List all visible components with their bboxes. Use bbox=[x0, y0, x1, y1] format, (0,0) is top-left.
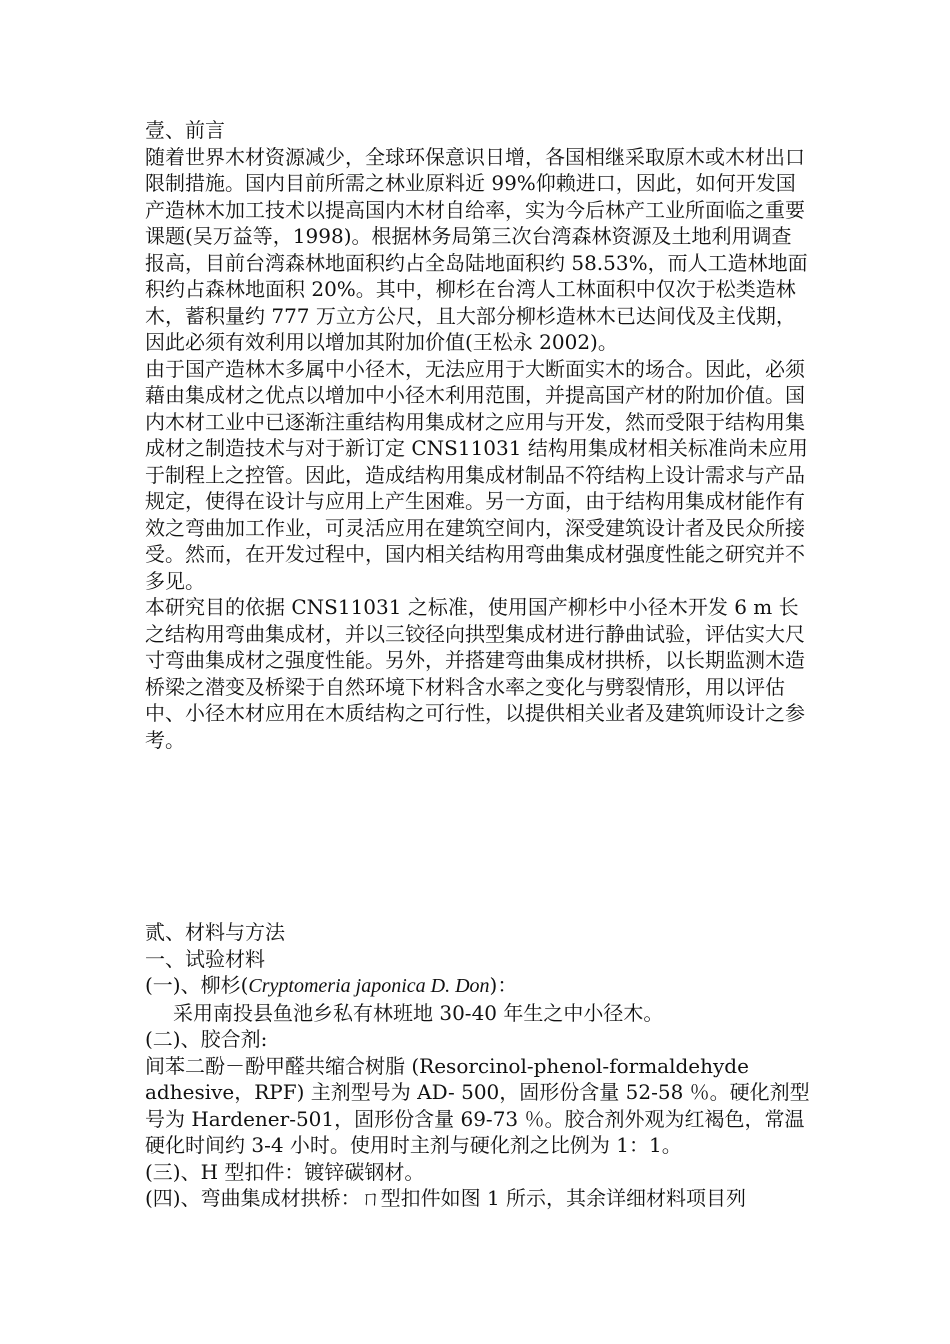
species-latin-name: Cryptomeria japonica D. Don bbox=[248, 975, 490, 997]
section-materials-methods bbox=[145, 919, 810, 1212]
item-cedar-prefix: (一)、柳杉( bbox=[145, 973, 249, 997]
section-introduction bbox=[145, 117, 810, 753]
section-heading-materials-methods: 贰、材料与方法 bbox=[145, 920, 285, 944]
item-h-fastener: (三)、H 型扣件：镀锌碳钢材。 bbox=[145, 1159, 425, 1184]
subheading-test-materials: 一、试验材料 bbox=[145, 946, 265, 971]
paragraph-objective: 本研究目的依据 CNS11031 之标准，使用国产柳杉中小径木开发 6 m 长之结构用弯曲集成材，并以三铰径向拱型集成材进行静曲试验，评估实大尺寸弯曲集成材之强度性能。另外，并搭建弯曲集成材拱桥，以长期监测木造桥梁之潜变及桥梁于自然环境下材料含水率之变化与劈裂情形，用以评估中、小径木材应用在木质结构之可行性，以提供相关业者及建筑师设计之参考。 bbox=[145, 595, 805, 752]
item-adhesive-title: (二)、胶合剂: bbox=[145, 1027, 268, 1051]
item-arch-bridge: (四)、弯曲集成材拱桥：ㄇ型扣件如图 1 所示，其余详细材料项目列 bbox=[145, 1186, 747, 1210]
section-heading-introduction: 壹、前言 bbox=[145, 118, 225, 142]
item-cedar-title bbox=[145, 972, 810, 1000]
item-cedar-detail: 采用南投县鱼池乡私有林班地 30-40 年生之中小径木。 bbox=[173, 1000, 664, 1025]
paragraph-background: 随着世界木材资源减少，全球环保意识日增，各国相继采取原木或木材出口限制措施。国内目前所需之林业原料近 99%仰赖进口，因此，如何开发国产造林木加工技术以提高国内木材自给率，实为今后林产工业所面临之重要课题(吴万益等，1998)。根据林务局第三次台湾森林资源及土地利用调查报高，目前台湾森林地面积约占全岛陆地面积约 58.53%，而人工造林地面积约占森林地面积 20%。其中，柳杉在台湾人工林面积中仅次于松类造林木，蓄积量约 777 万立方公尺，且大部分柳杉造林木已达间伐及主伐期，因此必须有效利用以增加其附加价值(王松永 2002)。 bbox=[145, 144, 808, 354]
item-adhesive-detail: 间苯二酚－酚甲醛共缩合树脂 (Resorcinol-phenol-formaldehyde adhesive，RPF) 主剂型号为 AD- 500，固形份含量 52-58 ％。硬化剂型号为 Hardener-501，固形份含量 69-73 ％。胶合剂外观为红褐色，常温硬化时间约 3-4 小时。使用时主剂与硬化剂之比例为 1：1。 bbox=[145, 1053, 810, 1157]
item-cedar-suffix: )： bbox=[489, 973, 518, 997]
paragraph-motivation: 由于国产造林木多属中小径木，无法应用于大断面实木的场合。因此，必须藉由集成材之优点以增加中小径木利用范围，并提高国产材的附加价值。国内木材工业中已逐渐注重结构用集成材之应用与开发，然而受限于结构用集成材之制造技术与对于新订定 CNS11031 结构用集成材相关标准尚未应用于制程上之控管。因此，造成结构用集成材制品不符结构上设计需求与产品规定，使得在设计与应用上产生困难。另一方面，由于结构用集成材能作有效之弯曲加工作业，可灵活应用在建筑空间内，深受建筑设计者及民众所接受。然而，在开发过程中，国内相关结构用弯曲集成材强度性能之研究并不多见。 bbox=[145, 356, 808, 593]
